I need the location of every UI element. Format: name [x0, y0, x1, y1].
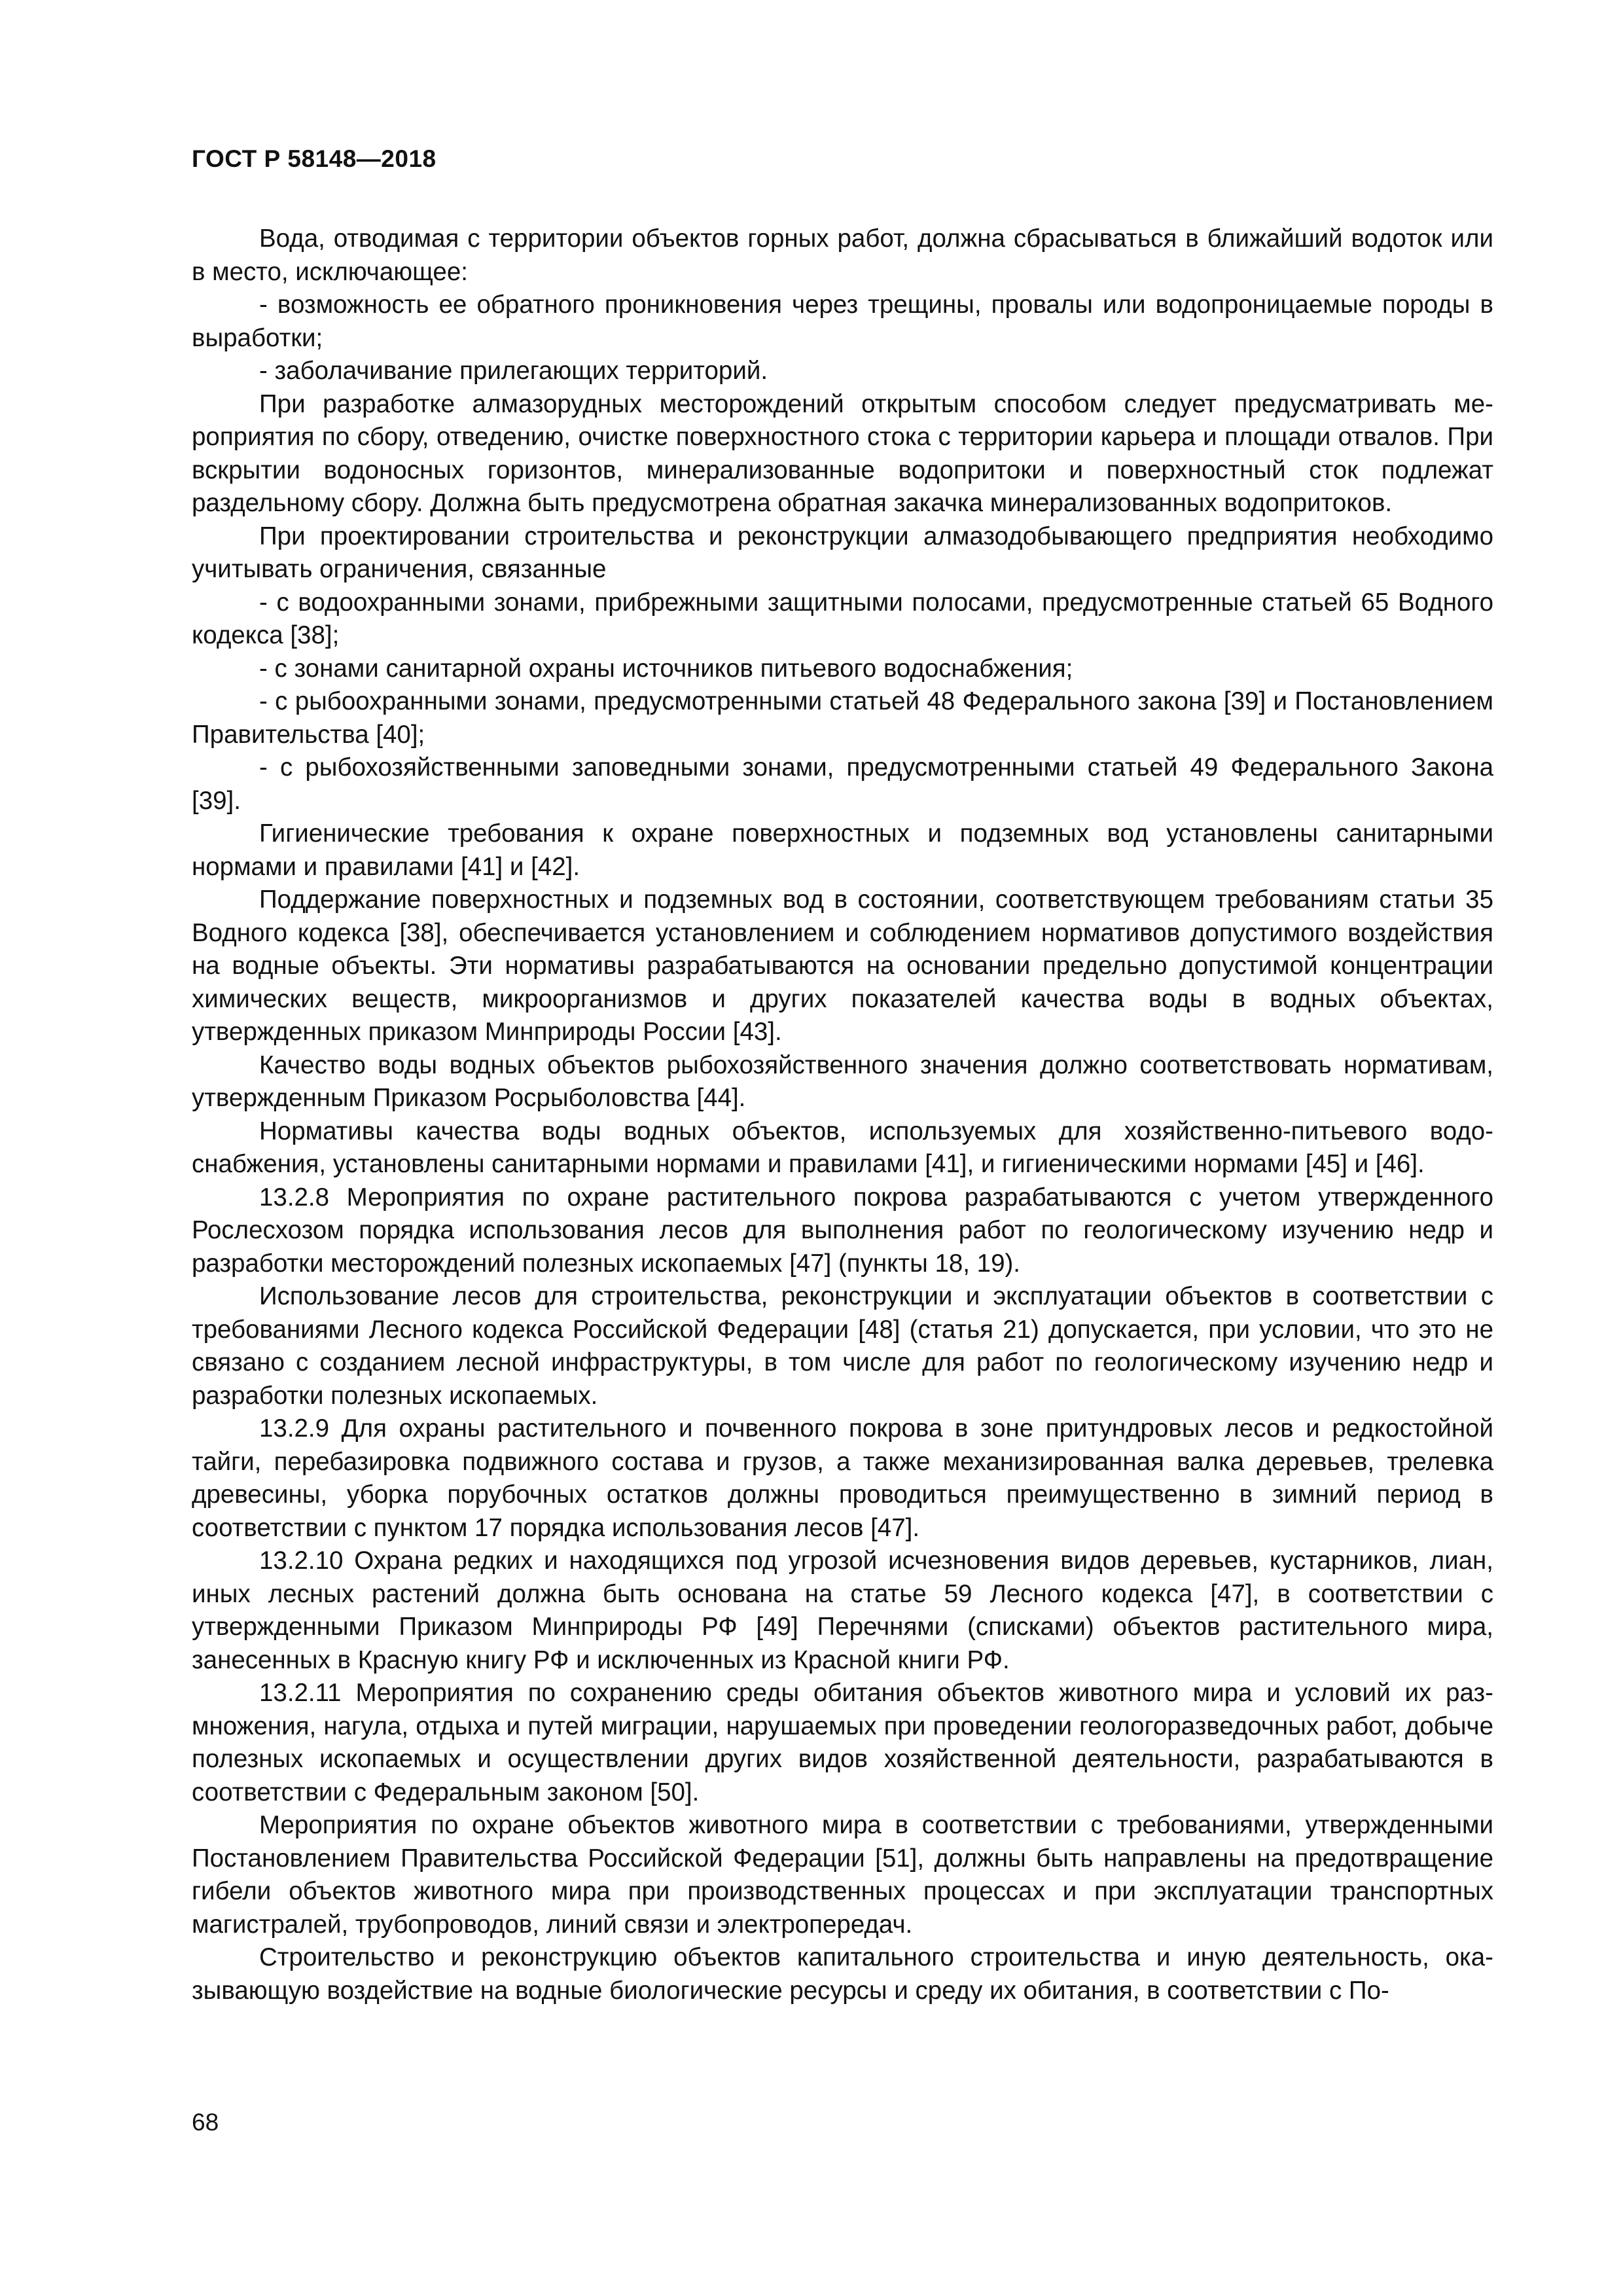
paragraph: Использование лесов для строительства, реконструкции и эксплуатации объектов в соответствии с требованиями Лесного кодекса Российской Федерации [48] (статья 21) допускается, при условии, что это не связано с созданием лесной инфраструктуры, в том числе для работ по геологическому изучению недр и разработки полезных ископаемых. [192, 1282, 1493, 1410]
document-body [192, 223, 1493, 2007]
list-item: - с зонами санитарной охраны источников питьевого водоснабжения; [259, 654, 1073, 683]
section-13-2-11: 13.2.11 Мероприятия по сохранению среды обитания объектов животного мира и условий их размножения, нагула, отдыха и путей миграции, нарушаемых при проведении геологоразведочных работ, добыче полезных ископаемых и осуществлении других видов хозяйственной деятельности, разрабатываются в соответствии с Федеральным законом [50]. [192, 1679, 1493, 1806]
section-13-2-9: 13.2.9 Для охраны растительного и почвенного покрова в зоне притундровых лесов и редкостойной тайги, перебазировка подвижного состава и грузов, а также механизированная валка деревьев, трелевка древесины, уборка порубочных остатков должны проводиться преимущественно в зимний период в соответствии с пунктом 17 порядка использования лесов [47]. [192, 1414, 1493, 1542]
list-item: - с рыбохозяйственными заповедными зонами, предусмотренными статьей 49 Федерального Закона [39]. [192, 753, 1493, 815]
paragraph: Поддержание поверхностных и подземных вод в состоянии, соответствующем требованиям статьи 35 Водного кодекса [38], обеспечивается установлением и соблюдением нормативов допустимого воздействия на водные объекты. Эти нормативы разрабатываются на основании предельно допустимой концентрации химических веществ, микроорганизмов и других показателей качества воды в водных объектах, утвержденных приказом Минприроды России [43]. [192, 886, 1493, 1046]
paragraph: Вода, отводимая с территории объектов горных работ, должна сбрасываться в ближайший водоток или в место, исключающее: [192, 224, 1493, 286]
list-item: - с рыбоохранными зонами, предусмотренными статьей 48 Федерального закона [39] и Постановлением Правительства [40]; [192, 687, 1493, 749]
page-number: 68 [192, 2109, 219, 2136]
paragraph: При разработке алмазорудных месторождений открытым способом следует предусматривать мероприятия по сбору, отведению, очистке поверхностного стока с территории карьера и площади отвалов. При вскрытии водоносных горизонтов, минерализованные водопритоки и поверхностный сток подлежат раздельному сбору. Должна быть предусмотрена обратная закачка минерализованных водопритоков. [192, 389, 1493, 517]
paragraph: Строительство и реконструкцию объектов капитального строительства и иную деятельность, оказывающую воздействие на водные биологические ресурсы и среду их обитания, в соответствии с По- [192, 1943, 1493, 2005]
section-13-2-8: 13.2.8 Мероприятия по охране растительного покрова разрабатываются с учетом утвержденного Рослесхозом порядка использования лесов для выполнения работ по геологическому изучению недр и разработки месторождений полезных ископаемых [47] (пункты 18, 19). [192, 1183, 1493, 1278]
paragraph: Мероприятия по охране объектов животного мира в соответствии с требованиями, утвержденными Постановлением Правительства Российской Федерации [51], должны быть направлены на предотвращение гибели объектов животного мира при производственных процессах и при эксплуатации транспортных магистралей, трубопроводов, линий связи и электропередач. [192, 1811, 1493, 1939]
paragraph: Качество воды водных объектов рыбохозяйственного значения должно соответствовать нормативам, утвержденным Приказом Росрыболовства [44]. [192, 1050, 1493, 1112]
list-item: - возможность ее обратного проникновения через трещины, провалы или водопроницаемые породы в выработки; [192, 291, 1493, 352]
section-13-2-10: 13.2.10 Охрана редких и находящихся под угрозой исчезновения видов деревьев, кустарников, лиан, иных лесных растений должна быть основана на статье 59 Лесного кодекса [47], в соответствии с утвержденными Приказом Минприроды РФ [49] Перечнями (списками) объектов растительного мира, занесенных в Красную книгу РФ и исключенных из Красной книги РФ. [192, 1547, 1493, 1674]
paragraph: Гигиенические требования к охране поверхностных и подземных вод установлены санитарными нормами и правилами [41] и [42]. [192, 819, 1493, 881]
list-item: - заболачивание прилегающих территорий. [259, 357, 768, 385]
paragraph: При проектировании строительства и реконструкции алмазодобывающего предприятия необходимо учитывать ограничения, связанные [192, 522, 1493, 583]
paragraph: Нормативы качества воды водных объектов, используемых для хозяйственно-питьевого водоснабжения, установлены санитарными нормами и правилами [41], и гигиеническими нормами [45] и [46]. [192, 1117, 1493, 1178]
list-item: - с водоохранными зонами, прибрежными защитными полосами, предусмотренные статьей 65 Водного кодекса [38]; [192, 588, 1493, 649]
document-header: ГОСТ Р 58148—2018 [192, 145, 437, 172]
